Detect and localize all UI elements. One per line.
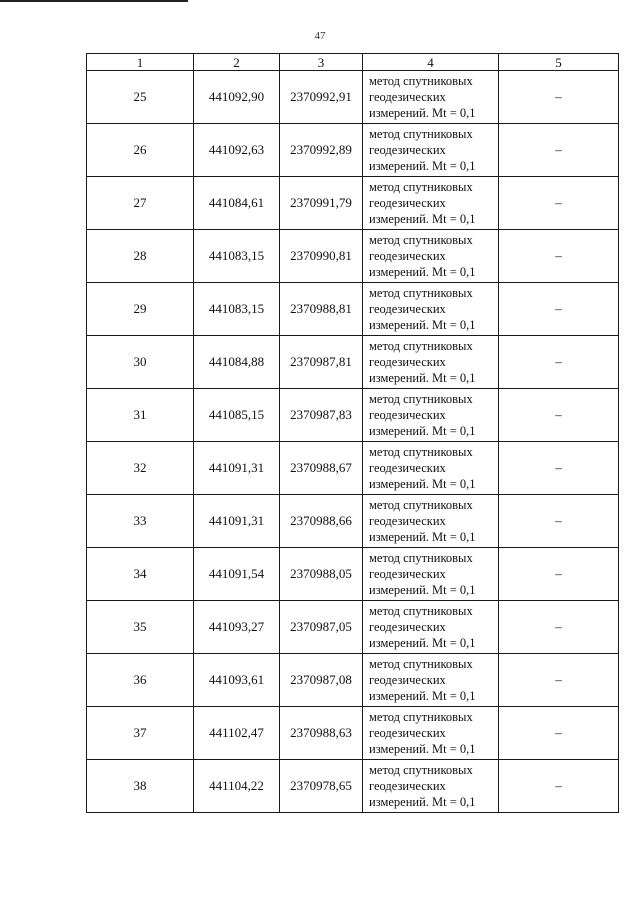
point-number-cell: 31 [87,389,194,442]
point-number-cell: 28 [87,230,194,283]
method-line: метод спутниковых [369,551,473,565]
method-line: геодезических [369,779,446,793]
x-coordinate-cell: 441093,61 [194,654,280,707]
method-line: метод спутниковых [369,392,473,406]
method-line: геодезических [369,620,446,634]
y-coordinate-cell: 2370988,05 [280,548,363,601]
method-line: метод спутниковых [369,657,473,671]
table-row [87,548,619,601]
table-row [87,71,619,124]
column-5-cell: – [499,389,619,442]
column-5-cell: – [499,124,619,177]
column-5-cell: – [499,707,619,760]
method-line: метод спутниковых [369,127,473,141]
point-number-cell: 33 [87,495,194,548]
table-header-row [87,54,619,71]
table-row [87,707,619,760]
y-coordinate-cell: 2370992,89 [280,124,363,177]
y-coordinate-cell: 2370987,08 [280,654,363,707]
method-line: метод спутниковых [369,233,473,247]
method-cell [363,389,499,442]
column-5-cell: – [499,283,619,336]
method-line: измерений. Mt = 0,1 [369,424,476,438]
method-cell [363,760,499,813]
x-coordinate-cell: 441083,15 [194,283,280,336]
x-coordinate-cell: 441102,47 [194,707,280,760]
y-coordinate-cell: 2370987,83 [280,389,363,442]
method-line: измерений. Mt = 0,1 [369,689,476,703]
column-5-cell: – [499,601,619,654]
method-line: геодезических [369,408,446,422]
method-cell [363,442,499,495]
table-row [87,601,619,654]
method-line: метод спутниковых [369,498,473,512]
method-line: измерений. Mt = 0,1 [369,371,476,385]
top-rule [0,0,188,2]
table-row [87,124,619,177]
method-line: метод спутниковых [369,286,473,300]
table-row [87,654,619,707]
method-line: метод спутниковых [369,180,473,194]
coordinates-table [86,53,619,813]
point-number-cell: 34 [87,548,194,601]
method-cell [363,283,499,336]
point-number-cell: 27 [87,177,194,230]
method-line: геодезических [369,355,446,369]
method-line: измерений. Mt = 0,1 [369,530,476,544]
method-line: геодезических [369,461,446,475]
x-coordinate-cell: 441091,54 [194,548,280,601]
y-coordinate-cell: 2370978,65 [280,760,363,813]
y-coordinate-cell: 2370988,67 [280,442,363,495]
method-line: метод спутниковых [369,604,473,618]
table-row [87,760,619,813]
method-line: геодезических [369,726,446,740]
method-line: геодезических [369,673,446,687]
method-cell [363,124,499,177]
method-cell [363,495,499,548]
column-5-cell: – [499,336,619,389]
method-line: геодезических [369,143,446,157]
header-col-1: 1 [87,54,194,71]
x-coordinate-cell: 441092,90 [194,71,280,124]
x-coordinate-cell: 441091,31 [194,495,280,548]
point-number-cell: 36 [87,654,194,707]
x-coordinate-cell: 441084,61 [194,177,280,230]
point-number-cell: 29 [87,283,194,336]
y-coordinate-cell: 2370988,81 [280,283,363,336]
y-coordinate-cell: 2370987,05 [280,601,363,654]
table-row [87,442,619,495]
method-line: измерений. Mt = 0,1 [369,106,476,120]
point-number-cell: 32 [87,442,194,495]
point-number-cell: 37 [87,707,194,760]
point-number-cell: 38 [87,760,194,813]
page-number: 47 [314,30,326,42]
method-line: геодезических [369,514,446,528]
y-coordinate-cell: 2370988,63 [280,707,363,760]
header-col-5: 5 [499,54,619,71]
y-coordinate-cell: 2370990,81 [280,230,363,283]
method-line: метод спутниковых [369,74,473,88]
point-number-cell: 26 [87,124,194,177]
x-coordinate-cell: 441093,27 [194,601,280,654]
column-5-cell: – [499,442,619,495]
method-line: геодезических [369,90,446,104]
y-coordinate-cell: 2370988,66 [280,495,363,548]
method-cell [363,336,499,389]
method-line: измерений. Mt = 0,1 [369,583,476,597]
x-coordinate-cell: 441091,31 [194,442,280,495]
y-coordinate-cell: 2370991,79 [280,177,363,230]
method-line: измерений. Mt = 0,1 [369,318,476,332]
method-cell [363,71,499,124]
header-col-3: 3 [280,54,363,71]
method-line: геодезических [369,567,446,581]
column-5-cell: – [499,71,619,124]
method-line: измерений. Mt = 0,1 [369,159,476,173]
method-line: измерений. Mt = 0,1 [369,795,476,809]
method-line: измерений. Mt = 0,1 [369,212,476,226]
method-cell [363,548,499,601]
column-5-cell: – [499,177,619,230]
x-coordinate-cell: 441104,22 [194,760,280,813]
method-line: геодезических [369,302,446,316]
point-number-cell: 35 [87,601,194,654]
table-row [87,283,619,336]
table-row [87,389,619,442]
method-cell [363,601,499,654]
point-number-cell: 25 [87,71,194,124]
table-row [87,177,619,230]
method-line: измерений. Mt = 0,1 [369,265,476,279]
header-col-4: 4 [363,54,499,71]
method-line: измерений. Mt = 0,1 [369,742,476,756]
method-cell [363,230,499,283]
table-row [87,336,619,389]
x-coordinate-cell: 441092,63 [194,124,280,177]
column-5-cell: – [499,230,619,283]
table-row [87,495,619,548]
y-coordinate-cell: 2370992,91 [280,71,363,124]
method-line: метод спутниковых [369,339,473,353]
table-row [87,230,619,283]
x-coordinate-cell: 441084,88 [194,336,280,389]
method-line: метод спутниковых [369,763,473,777]
method-line: метод спутниковых [369,445,473,459]
column-5-cell: – [499,548,619,601]
column-5-cell: – [499,495,619,548]
x-coordinate-cell: 441085,15 [194,389,280,442]
method-cell [363,654,499,707]
method-line: геодезических [369,196,446,210]
point-number-cell: 30 [87,336,194,389]
method-line: геодезических [369,249,446,263]
method-cell [363,707,499,760]
header-col-2: 2 [194,54,280,71]
x-coordinate-cell: 441083,15 [194,230,280,283]
y-coordinate-cell: 2370987,81 [280,336,363,389]
table-body [87,71,619,813]
method-line: измерений. Mt = 0,1 [369,477,476,491]
method-line: метод спутниковых [369,710,473,724]
column-5-cell: – [499,654,619,707]
method-line: измерений. Mt = 0,1 [369,636,476,650]
method-cell [363,177,499,230]
column-5-cell: – [499,760,619,813]
